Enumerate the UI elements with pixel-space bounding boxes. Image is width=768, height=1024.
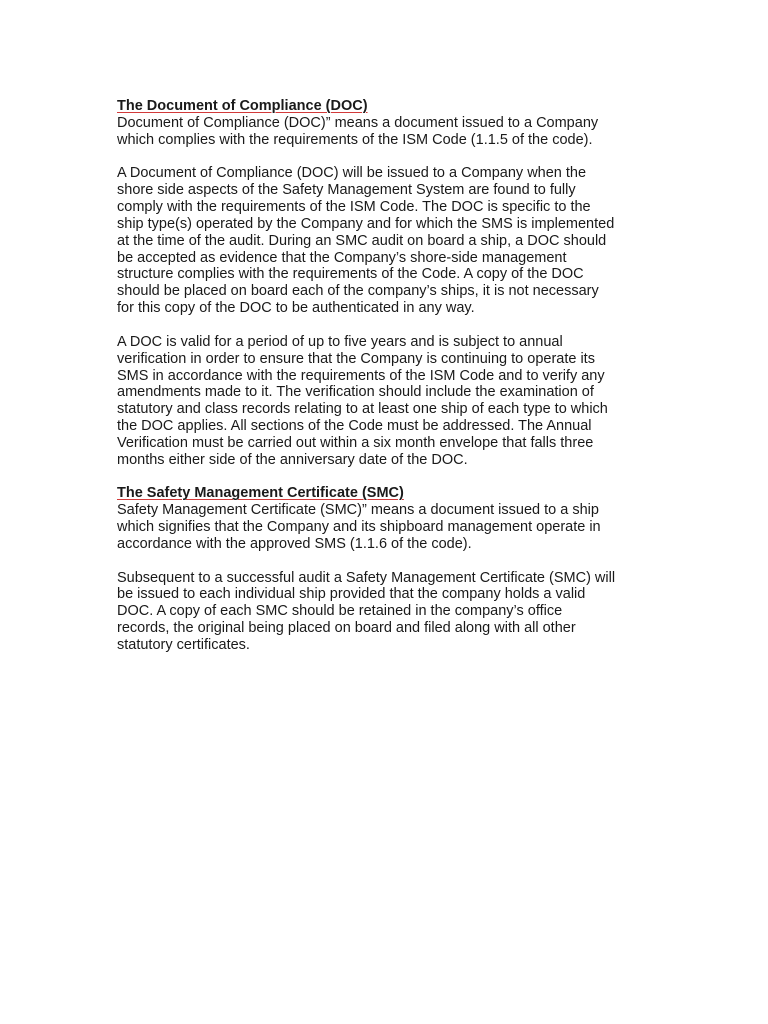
paragraph-spacer: [117, 553, 657, 570]
paragraph-spacer: [117, 317, 657, 334]
doc-issuance-paragraph: A Document of Compliance (DOC) will be issued to a Company when the shore side aspects of the Safety Management System are found to fully comply with the requirements of the ISM Code. The DOC is specific to the ship type(s) operated by the Company and for which the SMS is implemented at the time of the audit. During an SMC audit on board a ship, a DOC should be accepted as evidence that the Company’s shore-side management structure complies with the requirements of the Code. A copy of the DOC should be placed on board each of the company’s ships, it is not necessary for this copy of the DOC to be authenticated in any way.: [117, 165, 615, 317]
doc-validity-paragraph: A DOC is valid for a period of up to five years and is subject to annual verification in order to ensure that the Company is continuing to operate its SMS in accordance with the requirements of the ISM Code and to verify any amendments made to it. The verification should include the examination of statutory and class records relating to at least one ship of each type to which the DOC applies. All sections of the Code must be addressed. The Annual Verification must be carried out within a six month envelope that falls three months either side of the anniversary date of the DOC.: [117, 333, 608, 468]
document-body: [117, 98, 657, 654]
paragraph-spacer: [117, 149, 657, 166]
smc-definition-paragraph: Safety Management Certificate (SMC)” means a document issued to a ship which signifies that the Company and its shipboard management operate in accordance with the approved SMS (1.1.6 of the code).: [117, 502, 601, 552]
smc-section-heading-block: [117, 485, 657, 502]
doc-definition-paragraph: Document of Compliance (DOC)” means a document issued to a Company which complies with the requirements of the ISM Code (1.1.5 of the code).: [117, 114, 599, 148]
smc-section-heading: The Safety Management Certificate (SMC): [117, 485, 404, 502]
smc-issuance-paragraph: Subsequent to a successful audit a Safety Management Certificate (SMC) will be issued to each individual ship provided that the company holds a valid DOC. A copy of each SMC should be retained in the company’s office records, the original being placed on board and filed along with all other statutory certificates.: [117, 569, 616, 653]
section-spacer: [117, 469, 657, 486]
doc-section-heading: The Document of Compliance (DOC): [117, 98, 368, 114]
doc-section-heading-block: [117, 98, 657, 115]
